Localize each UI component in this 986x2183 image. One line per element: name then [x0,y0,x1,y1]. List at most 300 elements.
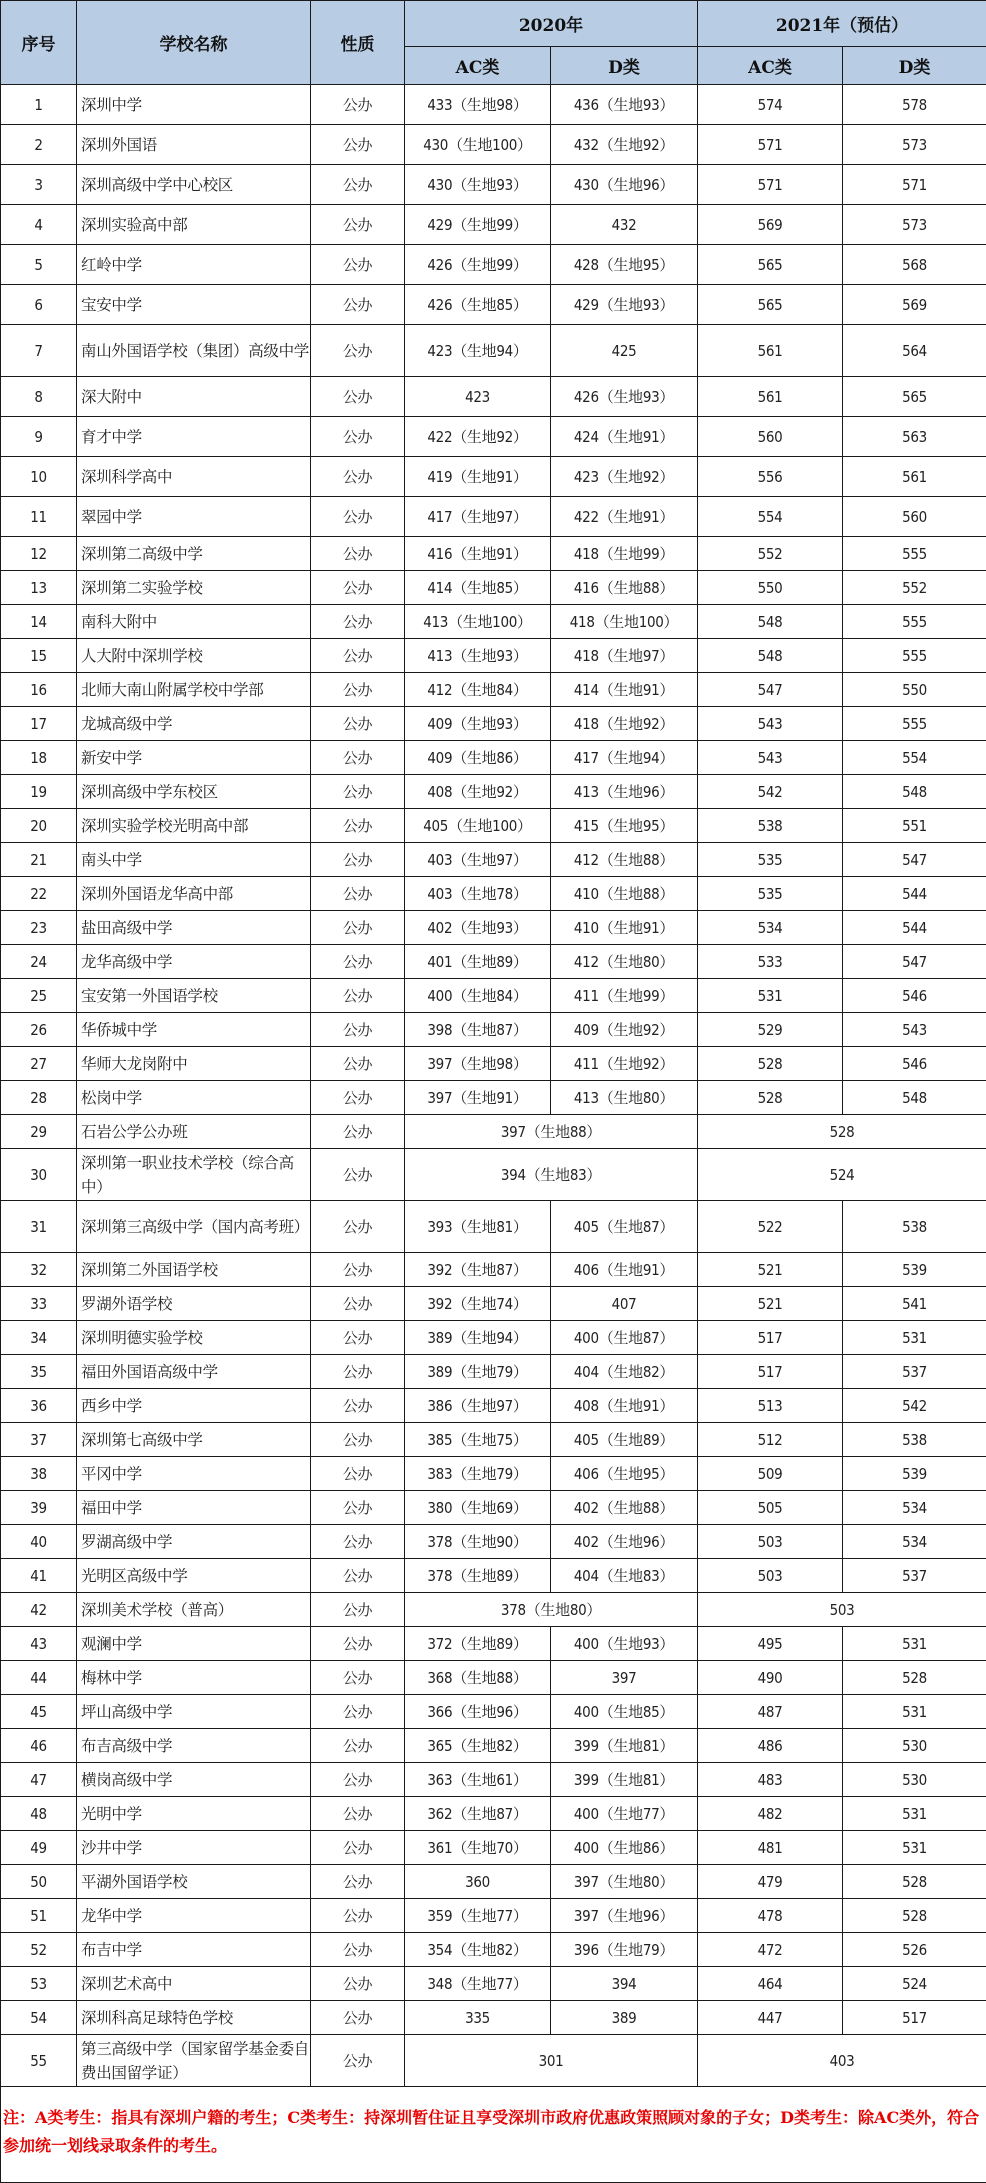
school-type: 公办 [311,911,405,945]
score-2020-d: 397（生地80） [551,1865,698,1899]
school-type: 公办 [311,571,405,605]
score-2020-d: 405（生地89） [551,1423,698,1457]
score-2020-ac: 389（生地94） [405,1321,551,1355]
table-row [1,1253,986,1287]
school-name: 深圳中学 [77,85,311,125]
school-type: 公办 [311,877,405,911]
table-row [1,911,986,945]
score-2021-d: 555 [843,605,986,639]
school-type: 公办 [311,325,405,377]
score-2021-d: 537 [843,1559,986,1593]
table-row [1,1491,986,1525]
table-row [1,497,986,537]
score-2020-merged: 394（生地83） [405,1149,698,1201]
school-name: 南头中学 [77,843,311,877]
row-index: 22 [1,877,77,911]
school-name: 横岗高级中学 [77,1763,311,1797]
row-index: 54 [1,2001,77,2035]
school-type: 公办 [311,1627,405,1661]
score-2021-merged: 524 [698,1149,986,1201]
score-2020-d: 430（生地96） [551,165,698,205]
score-2021-ac: 554 [698,497,843,537]
school-name: 平湖外国语学校 [77,1865,311,1899]
score-2020-ac: 401（生地89） [405,945,551,979]
score-2021-ac: 509 [698,1457,843,1491]
header-2021-ac: AC类 [698,47,843,85]
score-2020-d: 413（生地96） [551,775,698,809]
score-2020-ac: 362（生地87） [405,1797,551,1831]
school-name: 深圳艺术高中 [77,1967,311,2001]
score-2020-ac: 419（生地91） [405,457,551,497]
category-note: 注：A类考生：指具有深圳户籍的考生；C类考生：持深圳暂住证且享受深圳市政府优惠政策照顾对象的子女；D类考生：除AC类外，符合参加统一划线录取条件的考生。 [1,2087,986,2183]
score-2021-d: 524 [843,1967,986,2001]
table-row [1,1831,986,1865]
school-type: 公办 [311,707,405,741]
score-2021-ac: 447 [698,2001,843,2035]
school-type: 公办 [311,1081,405,1115]
score-2021-ac: 512 [698,1423,843,1457]
score-2020-ac: 360 [405,1865,551,1899]
school-name: 新安中学 [77,741,311,775]
school-type: 公办 [311,1115,405,1149]
score-2021-d: 573 [843,205,986,245]
score-2020-ac: 368（生地88） [405,1661,551,1695]
row-index: 46 [1,1729,77,1763]
score-2020-d: 413（生地80） [551,1081,698,1115]
row-index: 39 [1,1491,77,1525]
score-2020-d: 405（生地87） [551,1201,698,1253]
score-2021-d: 517 [843,2001,986,2035]
table-row [1,741,986,775]
score-2021-d: 528 [843,1899,986,1933]
score-2020-d: 412（生地80） [551,945,698,979]
row-index: 29 [1,1115,77,1149]
school-name: 深圳高级中学东校区 [77,775,311,809]
score-2020-d: 400（生地77） [551,1797,698,1831]
score-2020-ac: 423 [405,377,551,417]
score-2020-ac: 366（生地96） [405,1695,551,1729]
table-row [1,245,986,285]
table-row [1,809,986,843]
header-school-name: 学校名称 [77,1,311,85]
score-2021-d: 539 [843,1253,986,1287]
score-2021-d: 569 [843,285,986,325]
row-index: 19 [1,775,77,809]
score-2021-ac: 482 [698,1797,843,1831]
table-row [1,85,986,125]
score-2020-ac: 380（生地69） [405,1491,551,1525]
score-2021-d: 531 [843,1797,986,1831]
school-type: 公办 [311,673,405,707]
score-2021-ac: 479 [698,1865,843,1899]
score-2021-ac: 529 [698,1013,843,1047]
score-2020-ac: 423（生地94） [405,325,551,377]
row-index: 44 [1,1661,77,1695]
school-name: 光明中学 [77,1797,311,1831]
score-2020-ac: 412（生地84） [405,673,551,707]
score-2021-merged: 528 [698,1115,986,1149]
school-type: 公办 [311,775,405,809]
score-2020-ac: 414（生地85） [405,571,551,605]
score-2020-ac: 335 [405,2001,551,2035]
school-type: 公办 [311,1559,405,1593]
score-2020-d: 416（生地88） [551,571,698,605]
score-2020-d: 408（生地91） [551,1389,698,1423]
school-type: 公办 [311,1831,405,1865]
school-name: 罗湖高级中学 [77,1525,311,1559]
school-name: 深圳第二外国语学校 [77,1253,311,1287]
score-2021-d: 543 [843,1013,986,1047]
table-row [1,125,986,165]
school-type: 公办 [311,285,405,325]
score-2021-ac: 535 [698,843,843,877]
score-2020-ac: 400（生地84） [405,979,551,1013]
school-name: 平冈中学 [77,1457,311,1491]
school-name: 罗湖外语学校 [77,1287,311,1321]
score-2020-d: 429（生地93） [551,285,698,325]
school-name: 第三高级中学（国家留学基金委自费出国留学证） [77,2035,311,2087]
score-2021-d: 537 [843,1355,986,1389]
table-row [1,571,986,605]
score-2021-ac: 542 [698,775,843,809]
table-row [1,1321,986,1355]
table-row [1,1593,986,1627]
score-2021-d: 547 [843,945,986,979]
school-type: 公办 [311,1593,405,1627]
score-2021-ac: 505 [698,1491,843,1525]
school-type: 公办 [311,843,405,877]
table-row [1,1661,986,1695]
row-index: 50 [1,1865,77,1899]
score-2020-d: 436（生地93） [551,85,698,125]
score-2021-d: 555 [843,707,986,741]
row-index: 35 [1,1355,77,1389]
school-type: 公办 [311,1149,405,1201]
school-name: 松岗中学 [77,1081,311,1115]
school-type: 公办 [311,457,405,497]
score-2020-ac: 430（生地93） [405,165,551,205]
school-name: 宝安中学 [77,285,311,325]
score-2020-ac: 417（生地97） [405,497,551,537]
score-2021-d: 544 [843,911,986,945]
school-name: 北师大南山附属学校中学部 [77,673,311,707]
row-index: 30 [1,1149,77,1201]
row-index: 42 [1,1593,77,1627]
score-2020-ac: 416（生地91） [405,537,551,571]
header-2020-ac: AC类 [405,47,551,85]
school-name: 观澜中学 [77,1627,311,1661]
score-2021-ac: 543 [698,741,843,775]
school-type: 公办 [311,1047,405,1081]
school-type: 公办 [311,979,405,1013]
row-index: 26 [1,1013,77,1047]
row-index: 15 [1,639,77,673]
school-name: 深圳第一职业技术学校（综合高中） [77,1149,311,1201]
table-row [1,417,986,457]
score-2020-d: 418（生地99） [551,537,698,571]
score-2020-d: 409（生地92） [551,1013,698,1047]
score-2020-ac: 426（生地99） [405,245,551,285]
table-row [1,2001,986,2035]
table-row [1,457,986,497]
score-2020-ac: 385（生地75） [405,1423,551,1457]
score-2021-ac: 495 [698,1627,843,1661]
score-2020-d: 410（生地91） [551,911,698,945]
score-2020-ac: 405（生地100） [405,809,551,843]
score-2021-d: 561 [843,457,986,497]
table-row [1,325,986,377]
score-2021-d: 530 [843,1729,986,1763]
school-name: 华师大龙岗附中 [77,1047,311,1081]
school-name: 深圳实验学校光明高中部 [77,809,311,843]
school-name: 宝安第一外国语学校 [77,979,311,1013]
score-2020-ac: 403（生地97） [405,843,551,877]
score-2021-ac: 547 [698,673,843,707]
school-type: 公办 [311,1865,405,1899]
school-name: 光明区高级中学 [77,1559,311,1593]
school-type: 公办 [311,2001,405,2035]
school-name: 华侨城中学 [77,1013,311,1047]
score-2021-d: 565 [843,377,986,417]
score-2021-d: 526 [843,1933,986,1967]
score-2020-ac: 365（生地82） [405,1729,551,1763]
score-2021-ac: 517 [698,1355,843,1389]
table-row [1,1013,986,1047]
score-2021-ac: 522 [698,1201,843,1253]
row-index: 55 [1,2035,77,2087]
score-2021-ac: 472 [698,1933,843,1967]
table-body [1,85,986,2087]
row-index: 11 [1,497,77,537]
score-2020-d: 400（生地87） [551,1321,698,1355]
school-name: 人大附中深圳学校 [77,639,311,673]
score-2021-ac: 503 [698,1559,843,1593]
school-type: 公办 [311,1899,405,1933]
score-2020-merged: 301 [405,2035,698,2087]
row-index: 5 [1,245,77,285]
row-index: 9 [1,417,77,457]
school-name: 龙华中学 [77,1899,311,1933]
school-type: 公办 [311,1729,405,1763]
school-name: 翠园中学 [77,497,311,537]
score-2020-d: 417（生地94） [551,741,698,775]
table-row [1,1457,986,1491]
table-row [1,1115,986,1149]
school-type: 公办 [311,1321,405,1355]
school-name: 福田中学 [77,1491,311,1525]
score-2021-d: 560 [843,497,986,537]
school-name: 深圳实验高中部 [77,205,311,245]
score-2020-d: 424（生地91） [551,417,698,457]
score-2020-ac: 398（生地87） [405,1013,551,1047]
school-name: 坪山高级中学 [77,1695,311,1729]
score-2021-d: 546 [843,979,986,1013]
school-type: 公办 [311,1661,405,1695]
row-index: 31 [1,1201,77,1253]
school-name: 深圳科学高中 [77,457,311,497]
score-2021-ac: 565 [698,285,843,325]
score-2021-ac: 574 [698,85,843,125]
score-2021-d: 555 [843,639,986,673]
school-name: 红岭中学 [77,245,311,285]
score-2021-ac: 556 [698,457,843,497]
school-name: 梅林中学 [77,1661,311,1695]
school-type: 公办 [311,1457,405,1491]
score-2021-d: 530 [843,1763,986,1797]
score-2021-ac: 538 [698,809,843,843]
row-index: 23 [1,911,77,945]
row-index: 18 [1,741,77,775]
score-2021-ac: 503 [698,1525,843,1559]
score-2021-d: 528 [843,1661,986,1695]
score-2020-d: 422（生地91） [551,497,698,537]
row-index: 24 [1,945,77,979]
score-2021-ac: 533 [698,945,843,979]
score-2020-ac: 397（生地98） [405,1047,551,1081]
header-index: 序号 [1,1,77,85]
school-type: 公办 [311,1797,405,1831]
school-type: 公办 [311,741,405,775]
school-name: 深圳高级中学中心校区 [77,165,311,205]
score-2020-d: 418（生地100） [551,605,698,639]
score-2020-d: 428（生地95） [551,245,698,285]
table-row [1,1389,986,1423]
score-2020-merged: 397（生地88） [405,1115,698,1149]
row-index: 3 [1,165,77,205]
table-row [1,1695,986,1729]
score-2020-merged: 378（生地80） [405,1593,698,1627]
score-2020-d: 423（生地92） [551,457,698,497]
score-2020-d: 406（生地91） [551,1253,698,1287]
header-year-2021: 2021年（预估） [698,1,986,47]
row-index: 14 [1,605,77,639]
school-name: 深圳第二实验学校 [77,571,311,605]
row-index: 52 [1,1933,77,1967]
score-2020-d: 397（生地96） [551,1899,698,1933]
score-2020-ac: 383（生地79） [405,1457,551,1491]
row-index: 47 [1,1763,77,1797]
score-2021-ac: 528 [698,1081,843,1115]
table-row [1,605,986,639]
score-2021-ac: 521 [698,1287,843,1321]
score-2020-d: 411（生地99） [551,979,698,1013]
table-row [1,877,986,911]
school-name: 沙井中学 [77,1831,311,1865]
score-2021-ac: 528 [698,1047,843,1081]
school-name: 深圳科高足球特色学校 [77,2001,311,2035]
school-name: 龙华高级中学 [77,945,311,979]
score-2020-ac: 378（生地90） [405,1525,551,1559]
school-name: 福田外国语高级中学 [77,1355,311,1389]
table-row [1,1201,986,1253]
row-index: 53 [1,1967,77,2001]
score-2020-d: 396（生地79） [551,1933,698,1967]
score-2020-d: 400（生地93） [551,1627,698,1661]
table-row [1,1525,986,1559]
score-2020-d: 407 [551,1287,698,1321]
score-2020-d: 432（生地92） [551,125,698,165]
score-2020-ac: 392（生地87） [405,1253,551,1287]
score-2021-d: 531 [843,1321,986,1355]
school-name: 深圳明德实验学校 [77,1321,311,1355]
score-2021-d: 573 [843,125,986,165]
table-row [1,1763,986,1797]
score-2020-ac: 408（生地92） [405,775,551,809]
school-name: 深圳外国语 [77,125,311,165]
row-index: 43 [1,1627,77,1661]
table-row [1,1933,986,1967]
school-type: 公办 [311,1695,405,1729]
table-row [1,537,986,571]
score-2020-d: 389 [551,2001,698,2035]
score-2021-d: 551 [843,809,986,843]
table-row [1,2035,986,2087]
score-2020-ac: 363（生地61） [405,1763,551,1797]
school-type: 公办 [311,605,405,639]
table-row [1,1899,986,1933]
table-row [1,843,986,877]
score-2020-d: 402（生地96） [551,1525,698,1559]
school-type: 公办 [311,1287,405,1321]
score-2020-ac: 354（生地82） [405,1933,551,1967]
school-type: 公办 [311,1763,405,1797]
row-index: 10 [1,457,77,497]
score-2020-ac: 429（生地99） [405,205,551,245]
score-2020-d: 418（生地92） [551,707,698,741]
row-index: 51 [1,1899,77,1933]
row-index: 49 [1,1831,77,1865]
score-2020-ac: 409（生地86） [405,741,551,775]
school-type: 公办 [311,1423,405,1457]
score-2021-ac: 569 [698,205,843,245]
score-2021-ac: 490 [698,1661,843,1695]
school-name: 育才中学 [77,417,311,457]
score-2020-ac: 433（生地98） [405,85,551,125]
score-2020-d: 411（生地92） [551,1047,698,1081]
score-2020-ac: 402（生地93） [405,911,551,945]
score-2021-ac: 560 [698,417,843,457]
score-2021-d: 548 [843,775,986,809]
school-type: 公办 [311,1355,405,1389]
table-row [1,1967,986,2001]
school-type: 公办 [311,1967,405,2001]
row-index: 40 [1,1525,77,1559]
score-2020-d: 425 [551,325,698,377]
table-row [1,639,986,673]
school-name: 石岩公学公办班 [77,1115,311,1149]
score-2020-d: 399（生地81） [551,1763,698,1797]
score-2021-d: 571 [843,165,986,205]
row-index: 32 [1,1253,77,1287]
school-type: 公办 [311,125,405,165]
row-index: 8 [1,377,77,417]
score-2021-d: 531 [843,1831,986,1865]
score-2021-d: 538 [843,1201,986,1253]
school-type: 公办 [311,809,405,843]
score-2020-d: 402（生地88） [551,1491,698,1525]
table-row [1,775,986,809]
score-2021-ac: 521 [698,1253,843,1287]
score-2021-ac: 548 [698,605,843,639]
row-index: 17 [1,707,77,741]
row-index: 13 [1,571,77,605]
school-type: 公办 [311,1389,405,1423]
table-row [1,1355,986,1389]
school-type: 公办 [311,497,405,537]
score-2021-ac: 571 [698,125,843,165]
score-2021-d: 568 [843,245,986,285]
score-2020-ac: 393（生地81） [405,1201,551,1253]
